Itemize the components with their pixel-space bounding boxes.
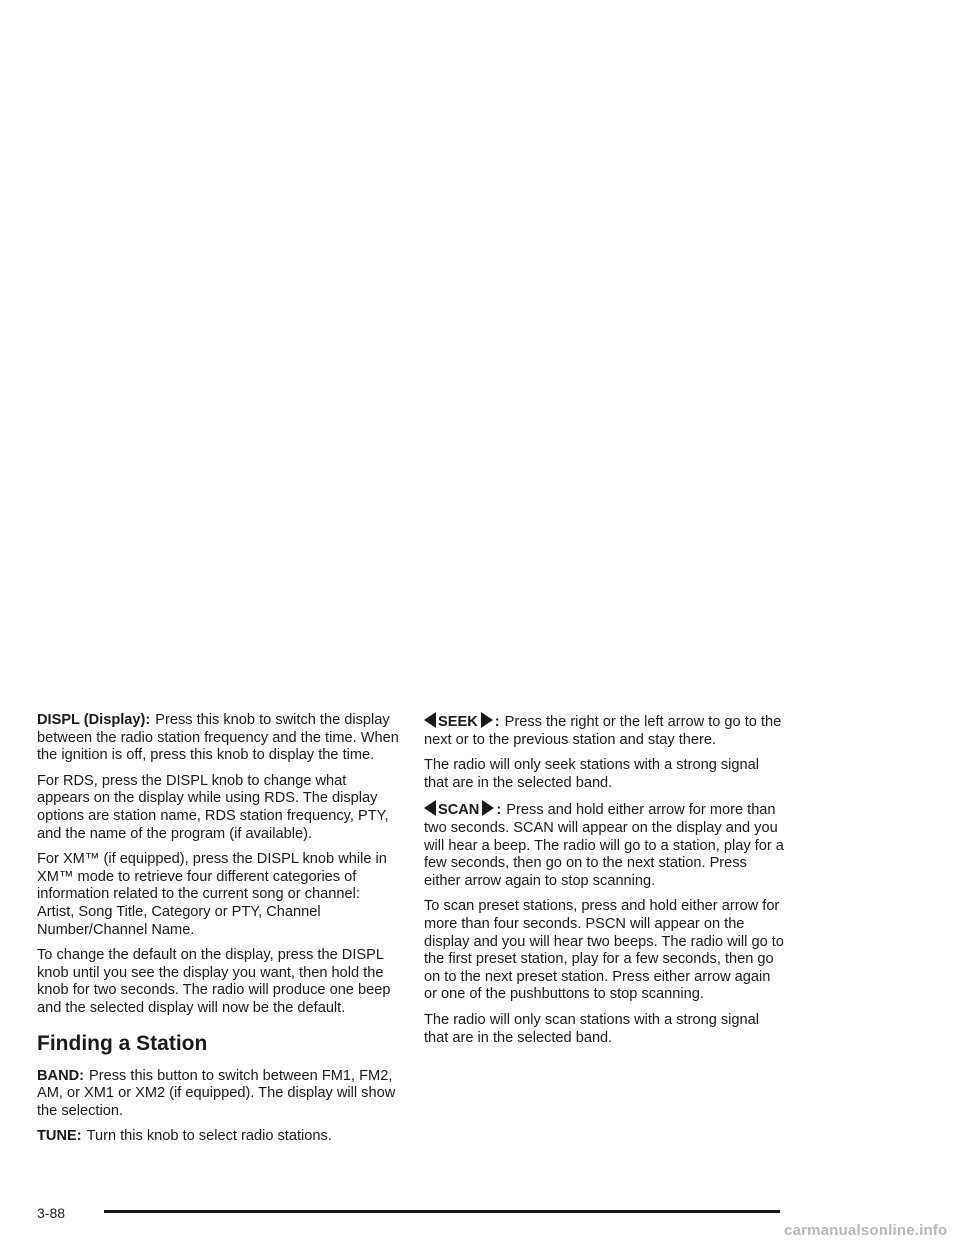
scan-note-paragraph: The radio will only scan stations with a strong signal that are in the selected band. — [424, 1011, 760, 1046]
tune-paragraph — [37, 1128, 399, 1146]
footer-rule — [104, 1210, 780, 1213]
left-arrow-icon — [424, 800, 436, 816]
rds-paragraph: For RDS, press the DISPL knob to change what appears on the display while using RDS. The display options are station name, RDS station frequency, PTY, and the name of the program (if available). — [37, 772, 389, 842]
displ-term: DISPL (Display): — [37, 712, 151, 728]
right-column — [424, 712, 786, 1055]
seek-colon: : — [494, 714, 500, 730]
scan-colon: : — [496, 802, 502, 819]
left-arrow-icon — [424, 712, 436, 728]
left-column — [37, 712, 399, 1154]
band-term: BAND: — [37, 1067, 85, 1084]
seek-term: SEEK — [438, 714, 478, 730]
default-display-paragraph: To change the default on the display, press the DISPL knob until you see the display you want, then hold the knob for two seconds. The radio will produce one beep and the selected display will now be the default. — [37, 947, 391, 1016]
right-arrow-icon — [482, 800, 494, 816]
right-arrow-icon — [481, 712, 493, 728]
section-heading: Finding a Station — [37, 1031, 208, 1055]
preset-scan-paragraph: To scan preset stations, press and hold either arrow for more than four seconds. PSCN will appear on the display and you will hear two beeps. The radio will go to the first preset station, play for a few seconds, then go on to the next preset station. Press either arrow again or one of the pushbuttons to stop scanning. — [424, 898, 784, 1003]
scan-text: Press and hold either arrow for more than two seconds. SCAN will appear on the display and you will hear a beep. The radio will go to a station, play for a few seconds, then go on to the next station. Press either arrow again to stop scanning. — [424, 802, 784, 889]
seek-paragraph — [424, 712, 786, 749]
band-paragraph — [37, 1068, 399, 1121]
page-number: 3-88 — [37, 1205, 66, 1221]
scan-term: SCAN — [438, 802, 480, 819]
xm-paragraph: For XM™ (if equipped), press the DISPL knob while in XM™ mode to retrieve four different categories of information related to the current song or channel: Artist, Song Title, Category or PTY, Channel Number/Channel Name. — [37, 851, 387, 938]
displ-text: Press this knob to switch the display between the radio station frequency and the time. When the ignition is off, press this knob to display the time. — [37, 712, 399, 764]
tune-text: Turn this knob to select radio stations. — [86, 1128, 332, 1145]
tune-term: TUNE: — [37, 1128, 82, 1145]
band-text: Press this button to switch between FM1, FM2, AM, or XM1 or XM2 (if equipped). The display will show the selection. — [37, 1067, 396, 1119]
watermark: carmanualsonline.info — [784, 1222, 948, 1239]
displ-paragraph — [37, 712, 399, 765]
seek-note-paragraph: The radio will only seek stations with a strong signal that are in the selected band. — [424, 757, 760, 791]
seek-text: Press the right or the left arrow to go to the next or to the previous station and stay there. — [424, 714, 782, 748]
scan-paragraph — [424, 800, 786, 890]
